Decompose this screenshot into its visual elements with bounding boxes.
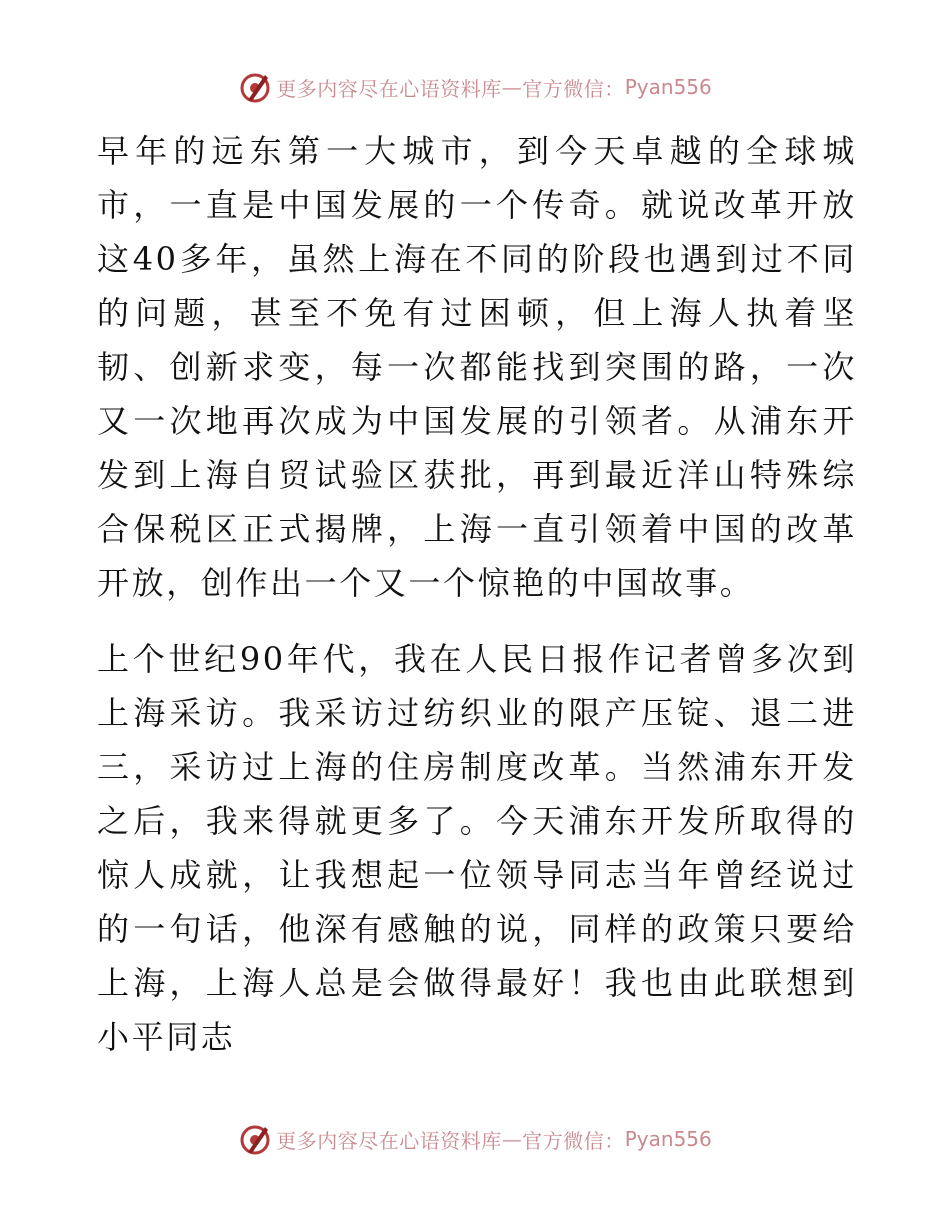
footer-watermark	[0, 1122, 950, 1156]
watermark-label: 官方微信：	[522, 76, 625, 101]
watermark-text: 更多内容尽在心语资料库	[276, 1128, 502, 1153]
watermark-wechat-id: Pyan556	[624, 1127, 712, 1151]
document-body	[97, 124, 857, 1064]
watermark-dash: —	[501, 75, 523, 99]
watermark-label: 官方微信：	[522, 1128, 625, 1153]
quill-logo-icon	[238, 1122, 272, 1156]
watermark-wechat-id: Pyan556	[624, 75, 712, 99]
watermark-dash: —	[501, 1127, 523, 1151]
paragraph-2: 上个世纪90年代，我在人民日报作记者曾多次到上海采访。我采访过纺织业的限产压锭、退二进三，采访过上海的住房制度改革。当然浦东开发之后，我来得就更多了。今天浦东开发所取得的惊人成就，让我想起一位领导同志当年曾经说过的一句话，他深有感触的说，同样的政策只要给上海，上海人总是会做得最好！我也由此联想到小平同志	[97, 640, 857, 1056]
watermark-text: 更多内容尽在心语资料库	[276, 76, 502, 101]
quill-logo-icon	[238, 70, 272, 104]
header-watermark	[0, 70, 950, 104]
paragraph-1: 早年的远东第一大城市，到今天卓越的全球城市，一直是中国发展的一个传奇。就说改革开放这40多年，虽然上海在不同的阶段也遇到过不同的问题，甚至不免有过困顿，但上海人执着坚韧、创新求变，每一次都能找到突围的路，一次又一次地再次成为中国发展的引领者。从浦东开发到上海自贸试验区获批，再到最近洋山特殊综合保税区正式揭牌，上海一直引领着中国的改革开放，创作出一个又一个惊艳的中国故事。	[97, 132, 857, 602]
